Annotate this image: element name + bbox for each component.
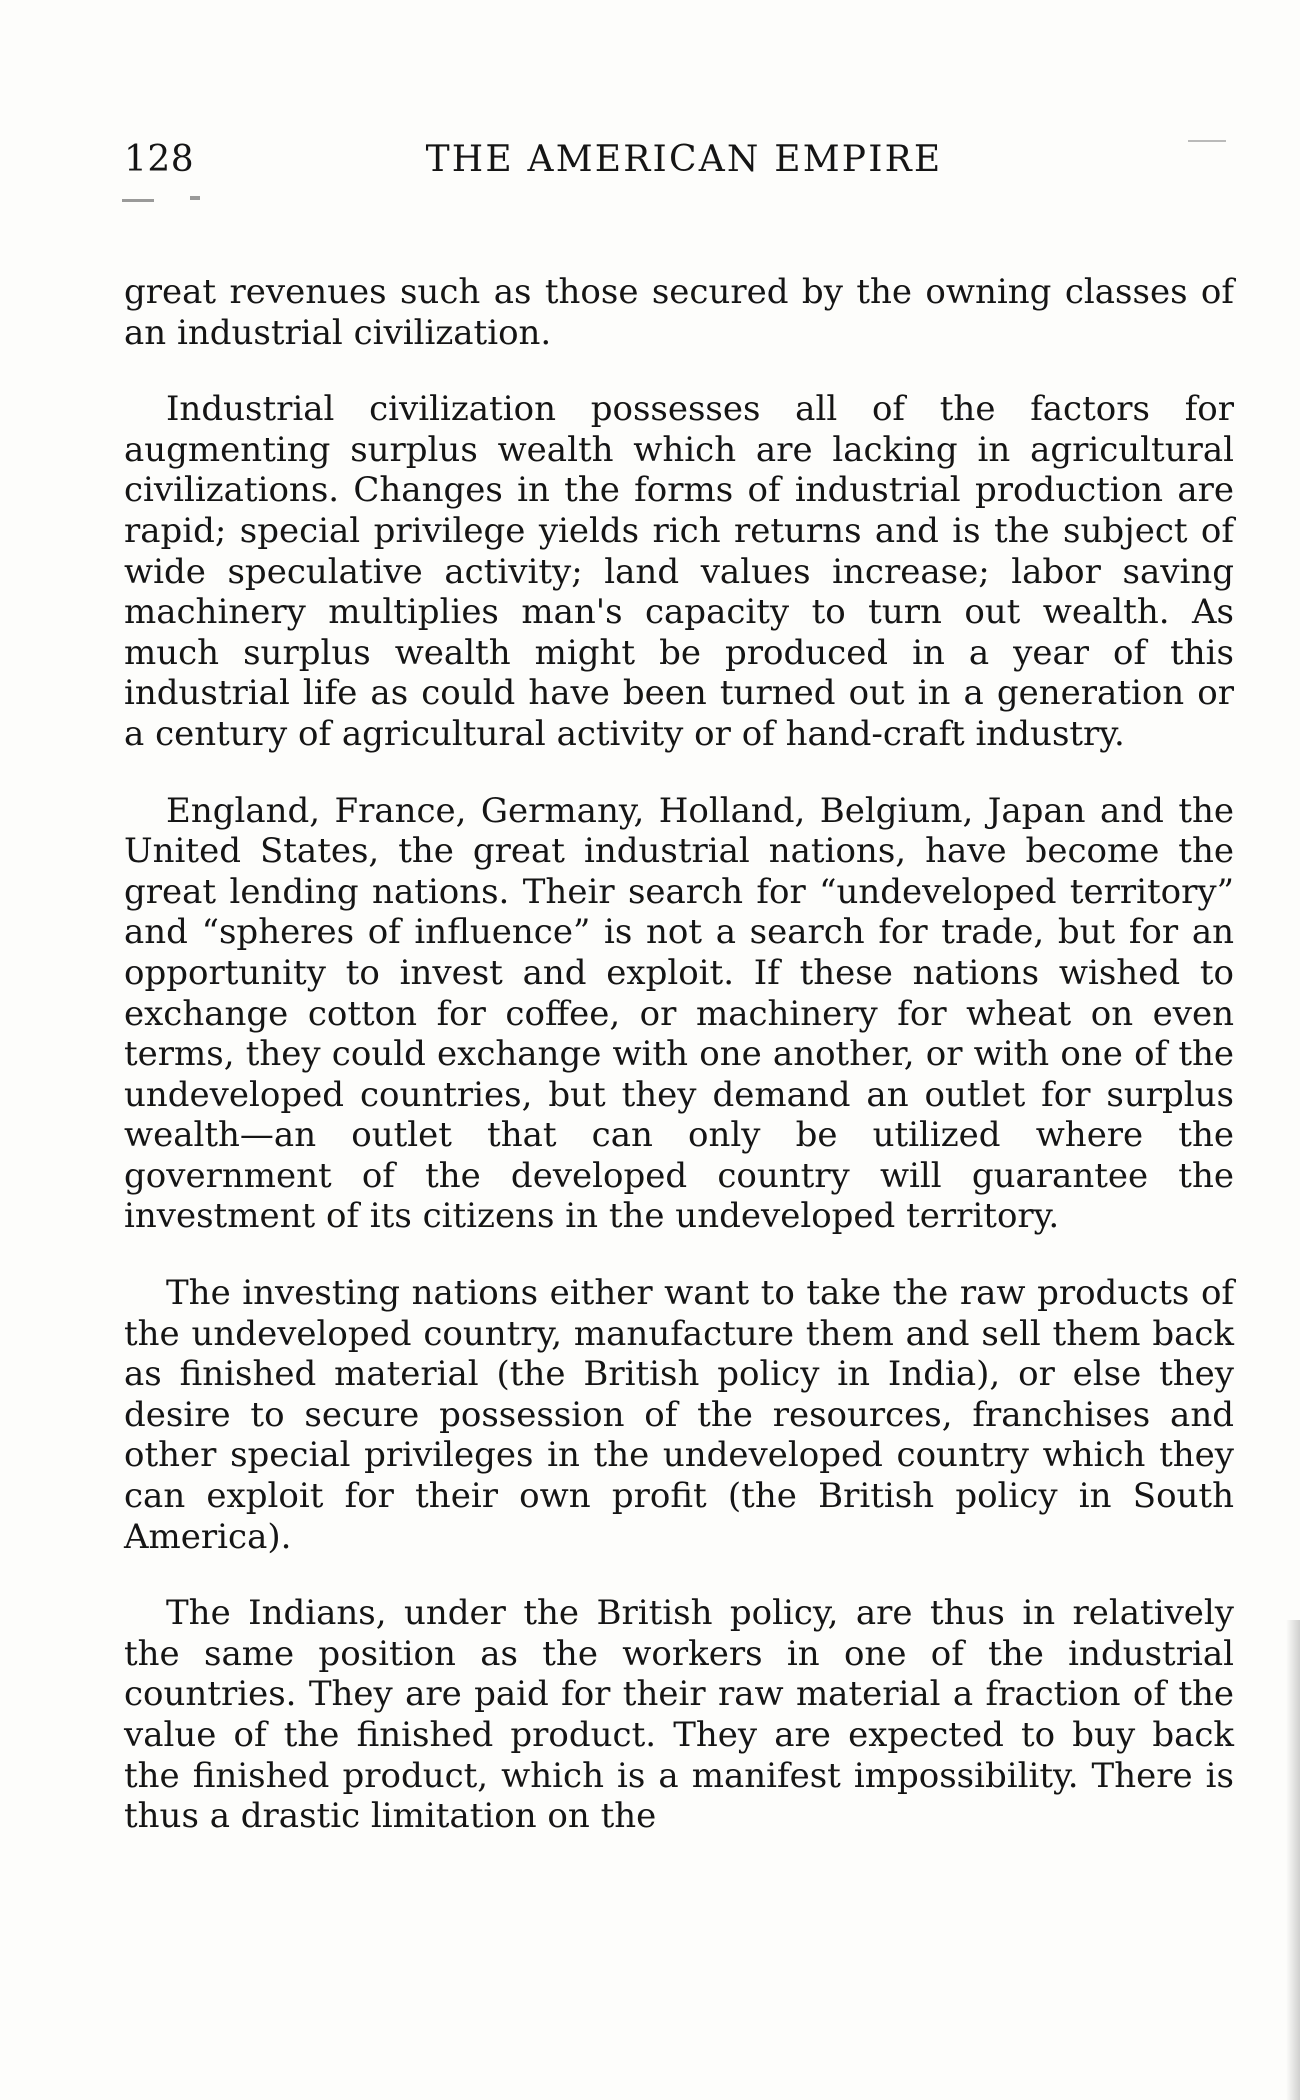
- scan-speck: [190, 196, 200, 200]
- paragraph: England, France, Germany, Holland, Belgium, Japan and the United States, the great industrial nations, have become the great lending nations. Their search for “undeveloped territory” and “spheres of influence” is not a search for trade, but for an opportunity to invest and exploit. If these nations wished to exchange cotton for coffee, or machinery for wheat on even terms, they could exchange with one another, or with one of the undeveloped countries, but they demand an outlet for surplus wealth—an outlet that can only be utilized where the government of the developed country will guarantee the investment of its citizens in the undeveloped territory.: [124, 790, 1234, 1237]
- body-text: [124, 272, 1234, 1873]
- running-title: THE AMERICAN EMPIRE: [425, 139, 943, 180]
- scan-speck: [1188, 140, 1226, 142]
- paragraph-continued: great revenues such as those secured by the owning classes of an industrial civilization.: [124, 272, 1234, 353]
- page-header: [124, 138, 1232, 188]
- page-number: 128: [124, 139, 195, 180]
- paragraph: The investing nations either want to take the raw products of the undeveloped country, manufacture them and sell them back as finished material (the British policy in India), or else they desire to secure possession of the resources, franchises and other special privileges in the undeveloped country which they can exploit for their own profit (the British policy in South America).: [124, 1273, 1234, 1557]
- paragraph: The Indians, under the British policy, are thus in relatively the same position as the workers in one of the industrial countries. They are paid for their raw material a fraction of the value of the finished product. They are expected to buy back the finished product, which is a manifest impossibility. There is thus a drastic limitation on the: [124, 1593, 1234, 1837]
- scan-speck: [122, 199, 154, 202]
- scan-page-edge: [1286, 1620, 1300, 2100]
- paragraph: Industrial civilization possesses all of the factors for augmenting surplus wealth which are lacking in agricultural civilizations. Changes in the forms of industrial production are rapid; special privilege yields rich returns and is the subject of wide speculative activity; land values increase; labor saving machinery multiplies man's capacity to turn out wealth. As much surplus wealth might be produced in a year of this industrial life as could have been turned out in a generation or a century of agricultural activity or of hand-craft industry.: [124, 389, 1234, 754]
